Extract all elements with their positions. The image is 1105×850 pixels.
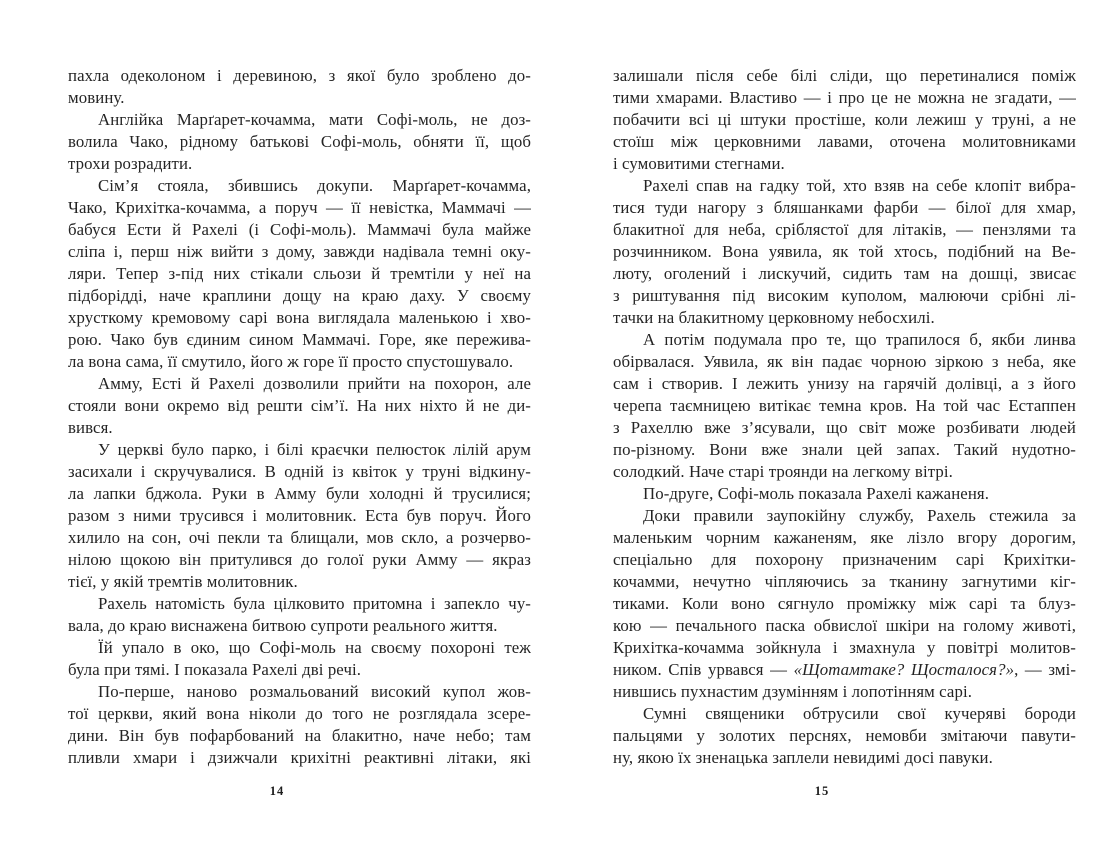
text-line bbox=[68, 131, 531, 153]
text-segment: тої церкви, який вона ніколи до того не розглядала зсере- bbox=[68, 704, 531, 723]
text-segment: Крихітка-кочамма зойкнула і змахнула у повітрі молитов- bbox=[613, 638, 1076, 657]
text-line bbox=[613, 373, 1076, 395]
text-segment: рою. Чако був єдиним сином Маммачі. Горе, яке пережива- bbox=[68, 330, 531, 349]
text-segment: тієї, у якій тремтів молитовник. bbox=[68, 572, 298, 591]
text-line bbox=[68, 527, 531, 549]
text-segment: блакитної для неба, сріблястої для літаків, — пензлями та bbox=[613, 220, 1076, 239]
text-segment: нілою щокою він притулився до голої руки Амму — якраз bbox=[68, 550, 531, 569]
text-segment: засихали і скручувалися. В одній із квіток у труні відкину- bbox=[68, 462, 531, 481]
text-segment: Сумні священики обтрусили свої кучеряві бороди bbox=[643, 704, 1076, 723]
page-number-left: 14 bbox=[269, 784, 285, 798]
text-line bbox=[613, 461, 1076, 483]
text-segment: хрусткому кремовому сарі вона виглядала маленькою і хво- bbox=[68, 308, 531, 327]
text-line bbox=[613, 197, 1076, 219]
text-segment: нившись пухнастим дзумінням і лопотінням сарі. bbox=[613, 682, 973, 701]
page-right-text-column bbox=[613, 65, 1076, 769]
text-line bbox=[68, 197, 531, 219]
text-line bbox=[613, 439, 1076, 461]
text-line bbox=[68, 681, 531, 703]
text-line bbox=[68, 241, 531, 263]
text-segment: з Рахеллю вже з’ясували, що світ може розбивати людей bbox=[613, 418, 1076, 437]
text-line bbox=[613, 483, 1076, 505]
text-segment: спеціально для похорону призначеним сарі Крихітки- bbox=[613, 550, 1076, 569]
text-line bbox=[68, 109, 531, 131]
text-line bbox=[68, 395, 531, 417]
text-segment: пливли хмари і дзижчали крихітні реактивні літаки, які bbox=[68, 748, 531, 767]
text-segment: Сім’я стояла, збившись докупи. Марґарет-кочамма, bbox=[98, 176, 531, 195]
text-line bbox=[68, 615, 531, 637]
text-line bbox=[68, 351, 531, 373]
text-segment: тися туди нагору з бляшанками фарби — білої для хмар, bbox=[613, 198, 1076, 217]
text-line bbox=[613, 681, 1076, 703]
text-segment: черепа таємницею витікає темна кров. На той час Естаппен bbox=[613, 396, 1076, 415]
text-line bbox=[68, 439, 531, 461]
text-segment: дини. Він був пофарбований на блакитно, наче небо; там bbox=[68, 726, 531, 745]
text-segment: тачки на блакитному церковному небосхилі. bbox=[613, 308, 935, 327]
text-segment: Їй упало в око, що Софі-моль на своєму похороні теж bbox=[98, 638, 531, 657]
text-segment: бабуся Ести й Рахелі (і Софі-моль). Маммачі була майже bbox=[68, 220, 531, 239]
text-line bbox=[68, 373, 531, 395]
text-line bbox=[613, 263, 1076, 285]
text-line bbox=[613, 659, 1076, 681]
text-segment: Амму, Есті й Рахелі дозволили прийти на похорон, але bbox=[98, 374, 531, 393]
text-line bbox=[68, 483, 531, 505]
text-segment: стоїш між церковними лавами, оточена молитовниками bbox=[613, 132, 1076, 151]
text-segment: була при тямі. І показала Рахелі дві речі. bbox=[68, 660, 362, 679]
text-segment: тими хмарами. Властиво — і про це не можна не згадати, — bbox=[613, 88, 1076, 107]
text-line bbox=[613, 725, 1076, 747]
text-segment: ла вона сама, її смутило, його ж горе її просто спустошувало. bbox=[68, 352, 514, 371]
text-line bbox=[68, 593, 531, 615]
text-line bbox=[613, 549, 1076, 571]
text-line bbox=[68, 153, 531, 175]
text-segment: волила Чако, рідному батькові Софі-моль, обняти її, щоб bbox=[68, 132, 531, 151]
text-line bbox=[613, 87, 1076, 109]
text-line bbox=[68, 505, 531, 527]
text-segment: По-перше, наново розмальований високий купол жов- bbox=[98, 682, 531, 701]
text-segment: і сумовитими стегнами. bbox=[613, 154, 785, 173]
text-segment: Доки правили заупокійну службу, Рахель стежила за bbox=[643, 506, 1076, 525]
text-segment: сам і створив. І лежить унизу на гарячій долівці, а з його bbox=[613, 374, 1076, 393]
italic-text-segment: «Щотамтаке? Щосталося?» bbox=[793, 660, 1015, 679]
text-segment: побачити всі ці штуки простіше, коли лежиш у труні, а не bbox=[613, 110, 1076, 129]
text-segment: ником. Спів урвався — bbox=[613, 660, 794, 679]
text-line bbox=[613, 527, 1076, 549]
text-line bbox=[613, 109, 1076, 131]
text-segment: трохи розрадити. bbox=[68, 154, 193, 173]
text-segment: разом з ними трусився і молитовник. Еста був поруч. Його bbox=[68, 506, 531, 525]
text-segment: кою — печального паска обвислої шкіри на голому животі, bbox=[613, 616, 1076, 635]
text-line bbox=[613, 593, 1076, 615]
text-line bbox=[613, 285, 1076, 307]
text-line bbox=[613, 131, 1076, 153]
text-segment: пахла одеколоном і деревиною, з якої було зроблено до- bbox=[68, 66, 531, 85]
text-segment: люту, оголений і лискучий, сидить там на дошці, звисає bbox=[613, 264, 1076, 283]
text-line bbox=[68, 307, 531, 329]
text-line bbox=[68, 549, 531, 571]
text-segment: Чако, Крихітка-кочамма, а поруч — її невістка, Маммачі — bbox=[68, 198, 531, 217]
text-line bbox=[613, 351, 1076, 373]
text-segment: У церкві було парко, і білі краєчки пелюсток лілій арум bbox=[98, 440, 531, 459]
text-line bbox=[68, 659, 531, 681]
text-segment: ляри. Тепер з-під них стікали сльози й тремтіли у неї на bbox=[68, 264, 531, 283]
text-segment: з риштування під високим куполом, малюючи срібні лі- bbox=[613, 286, 1076, 305]
text-line bbox=[68, 571, 531, 593]
text-segment: обірвалася. Уявила, як він падає чорною зіркою з неба, яке bbox=[613, 352, 1076, 371]
text-segment: тиками. Коли воно сягнуло проміжку між сарі та блуз- bbox=[613, 594, 1076, 613]
text-line bbox=[68, 219, 531, 241]
text-segment: маленьким чорним кажаненям, яке лізло вгору дорогим, bbox=[613, 528, 1076, 547]
text-segment: вився. bbox=[68, 418, 113, 437]
text-segment: пальцями у золотих перснях, немовби змітаючи павути- bbox=[613, 726, 1076, 745]
text-segment: По-друге, Софі-моль показала Рахелі кажаненя. bbox=[643, 484, 990, 503]
text-line bbox=[613, 637, 1076, 659]
text-line bbox=[613, 153, 1076, 175]
text-segment: стояли вони окремо від решти сім’ї. На них ніхто й не ди- bbox=[68, 396, 531, 415]
text-line bbox=[613, 65, 1076, 87]
text-line bbox=[68, 175, 531, 197]
text-line bbox=[613, 505, 1076, 527]
text-line bbox=[613, 417, 1076, 439]
text-line bbox=[68, 87, 531, 109]
text-line bbox=[68, 747, 531, 769]
text-line bbox=[613, 703, 1076, 725]
text-segment: вала, до краю виснажена битвою супроти реального життя. bbox=[68, 616, 498, 635]
text-segment: по-різному. Вони вже знали цей запах. Такий нудотно- bbox=[613, 440, 1076, 459]
text-line bbox=[613, 219, 1076, 241]
text-line bbox=[613, 307, 1076, 329]
text-line bbox=[68, 461, 531, 483]
text-segment: Англійка Марґарет-кочамма, мати Софі-моль, не доз- bbox=[98, 110, 531, 129]
text-line bbox=[613, 329, 1076, 351]
text-line bbox=[68, 329, 531, 351]
text-segment: солодкий. Наче старі троянди на легкому вітрі. bbox=[613, 462, 953, 481]
text-segment: мовину. bbox=[68, 88, 125, 107]
text-segment: , — змі- bbox=[1014, 660, 1076, 679]
text-line bbox=[613, 395, 1076, 417]
text-line bbox=[613, 615, 1076, 637]
text-line bbox=[68, 725, 531, 747]
text-line bbox=[613, 175, 1076, 197]
text-line bbox=[68, 637, 531, 659]
text-segment: хилило на сон, очі пекли та блищали, мов скло, а розчерво- bbox=[68, 528, 531, 547]
text-line bbox=[613, 747, 1076, 769]
page-left-text-column bbox=[68, 65, 531, 769]
text-line bbox=[613, 571, 1076, 593]
text-line bbox=[68, 263, 531, 285]
text-line bbox=[68, 65, 531, 87]
text-line bbox=[68, 417, 531, 439]
text-line bbox=[68, 285, 531, 307]
text-line bbox=[613, 241, 1076, 263]
text-segment: підборідді, наче краплини дощу на краю даху. У своєму bbox=[68, 286, 531, 305]
text-segment: сліпа і, перш ніж вийти з дому, завжди надівала темні оку- bbox=[68, 242, 531, 261]
text-segment: кочамми, нечутно чіпляючись за тканину загнутими кіг- bbox=[613, 572, 1076, 591]
text-segment: А потім подумала про те, що трапилося б, якби линва bbox=[643, 330, 1076, 349]
text-segment: залишали після себе білі сліди, що перетиналися поміж bbox=[613, 66, 1076, 85]
text-segment: розчинником. Вона уявила, як той хтось, подібний на Ве- bbox=[613, 242, 1076, 261]
page-number-right: 15 bbox=[814, 784, 830, 798]
text-line bbox=[68, 703, 531, 725]
text-segment: ла лапки бджола. Руки в Амму були холодні й трусилися; bbox=[68, 484, 531, 503]
text-segment: Рахель натомість була цілковито притомна і запекло чу- bbox=[98, 594, 531, 613]
text-segment: ну, якою їх зненацька заплели невидимі досі павуки. bbox=[613, 748, 993, 767]
text-segment: Рахелі спав на гадку той, хто взяв на себе клопіт вибра- bbox=[643, 176, 1076, 195]
